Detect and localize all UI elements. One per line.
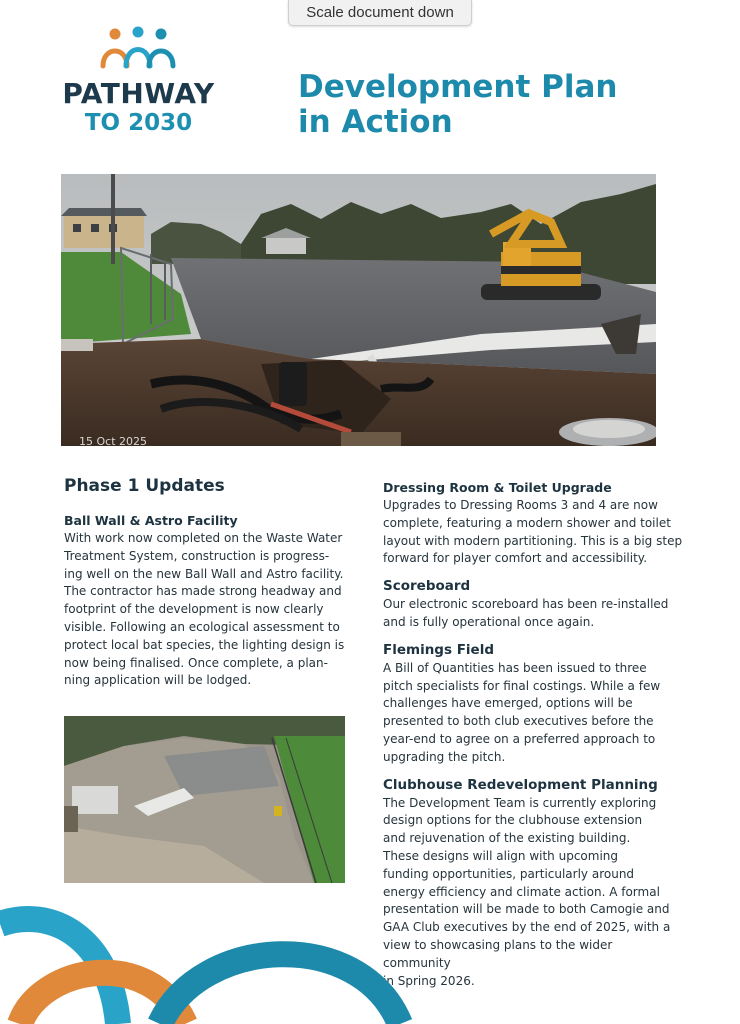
pathway-logo — [56, 26, 221, 138]
people-logo-icon — [100, 26, 176, 76]
logo-text-to2030: TO 2030 — [84, 110, 193, 136]
scale-document-tooltip[interactable]: Scale document down — [288, 0, 472, 26]
scoreboard-section — [383, 576, 683, 632]
page-title-line2: in Action — [298, 104, 453, 140]
ballwall-section — [64, 512, 354, 690]
logo-text-pathway: PATHWAY — [62, 77, 215, 110]
flemings-text: A Bill of Quantities has been issued to three pitch specialists for final costings. While a few challenges have emerged, options will be presented to both club executives before the year-end to agree on a preferred approach to upgrading the pitch. — [383, 660, 661, 764]
ballwall-text: With work now completed on the Waste Water Treatment System, construction is progress- ing well on the new Ball Wall and Astro facility. The contractor has made strong headway and footprint of the development is now clearly visible. Following an ecological assessment to protect local bat species, the lighting design is now being finalised. Once complete, a plan- ning application will be lodged. — [64, 531, 345, 688]
left-column — [64, 512, 354, 698]
dressing-title: Dressing Room & Toilet Upgrade — [383, 480, 612, 495]
page-title-line1: Development Plan — [298, 69, 618, 105]
clubhouse-title: Clubhouse Redevelopment Planning — [383, 776, 658, 793]
scoreboard-title: Scoreboard — [383, 578, 471, 595]
flemings-title: Flemings Field — [383, 641, 495, 658]
right-column — [383, 479, 683, 998]
dressing-text: Upgrades to Dressing Rooms 3 and 4 are now complete, featuring a modern shower and toilet layout with modern partitioning. This is a big step forward for player comfort and accessibility. — [383, 498, 683, 566]
flemings-section — [383, 640, 683, 767]
construction-site-photo — [61, 174, 656, 446]
scoreboard-text: Our electronic scoreboard has been re-installed and is fully operational once again. — [383, 597, 669, 629]
clubhouse-text: The Development Team is currently exploring design options for the clubhouse extension and rejuvenation of the existing building. These designs will align with upcoming funding opportunities, particularly around energy efficiency and climate action. A formal presentation will be made to both Camogie and GAA Club executives by the end of 2025, with a view to showcasing plans to the wider community in Spring 2026. — [383, 795, 671, 988]
ballwall-title: Ball Wall & Astro Facility — [64, 513, 238, 528]
clubhouse-section — [383, 775, 683, 991]
aerial-site-photo — [64, 716, 345, 883]
page-title — [298, 70, 698, 140]
dressing-section — [383, 479, 683, 568]
phase1-heading: Phase 1 Updates — [64, 476, 225, 496]
decorative-arcs — [0, 896, 420, 1024]
photo-date-caption: 15 Oct 2025 — [79, 435, 148, 446]
